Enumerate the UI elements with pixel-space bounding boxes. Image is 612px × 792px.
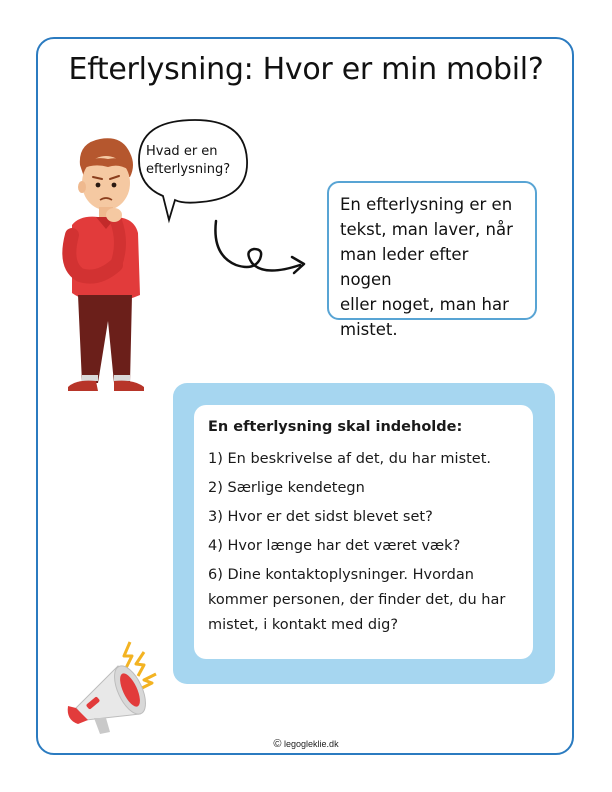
speech-bubble-text bbox=[146, 143, 246, 179]
speech-line-1: Hvad er en bbox=[146, 144, 218, 159]
checklist-item-line: 6) Dine kontaktoplysninger. Hvordan bbox=[208, 567, 474, 583]
footer-site: legogleklie.dk bbox=[284, 739, 339, 749]
definition-line: eller noget, man har bbox=[340, 295, 509, 314]
page-title: Efterlysning: Hvor er min mobil? bbox=[68, 52, 544, 87]
checklist-item-line: mistet, i kontakt med dig? bbox=[208, 617, 399, 633]
definition-line: tekst, man laver, når bbox=[340, 220, 513, 239]
speech-line-2: efterlysning? bbox=[146, 162, 231, 177]
copyright-symbol: © bbox=[273, 738, 282, 750]
checklist-item: 3) Hvor er det sidst blevet set? bbox=[208, 509, 433, 525]
curly-arrow-icon bbox=[208, 215, 318, 287]
checklist-item: 2) Særlige kendetegn bbox=[208, 480, 365, 496]
checklist-item-contact bbox=[208, 563, 521, 638]
checklist-card bbox=[194, 405, 533, 659]
checklist-item-line: kommer personen, der finder det, du har bbox=[208, 592, 506, 608]
footer bbox=[0, 738, 612, 750]
checklist-heading: En efterlysning skal indeholde: bbox=[208, 419, 463, 435]
definition-text bbox=[340, 192, 525, 342]
definition-line: man leder efter nogen bbox=[340, 245, 469, 289]
megaphone-icon bbox=[60, 636, 170, 740]
definition-line: mistet. bbox=[340, 320, 398, 339]
checklist-item: 1) En beskrivelse af det, du har mistet. bbox=[208, 451, 492, 467]
definition-box bbox=[327, 181, 537, 339]
definition-line: En efterlysning er en bbox=[340, 195, 513, 214]
checklist-item: 4) Hvor længe har det været væk? bbox=[208, 538, 461, 554]
